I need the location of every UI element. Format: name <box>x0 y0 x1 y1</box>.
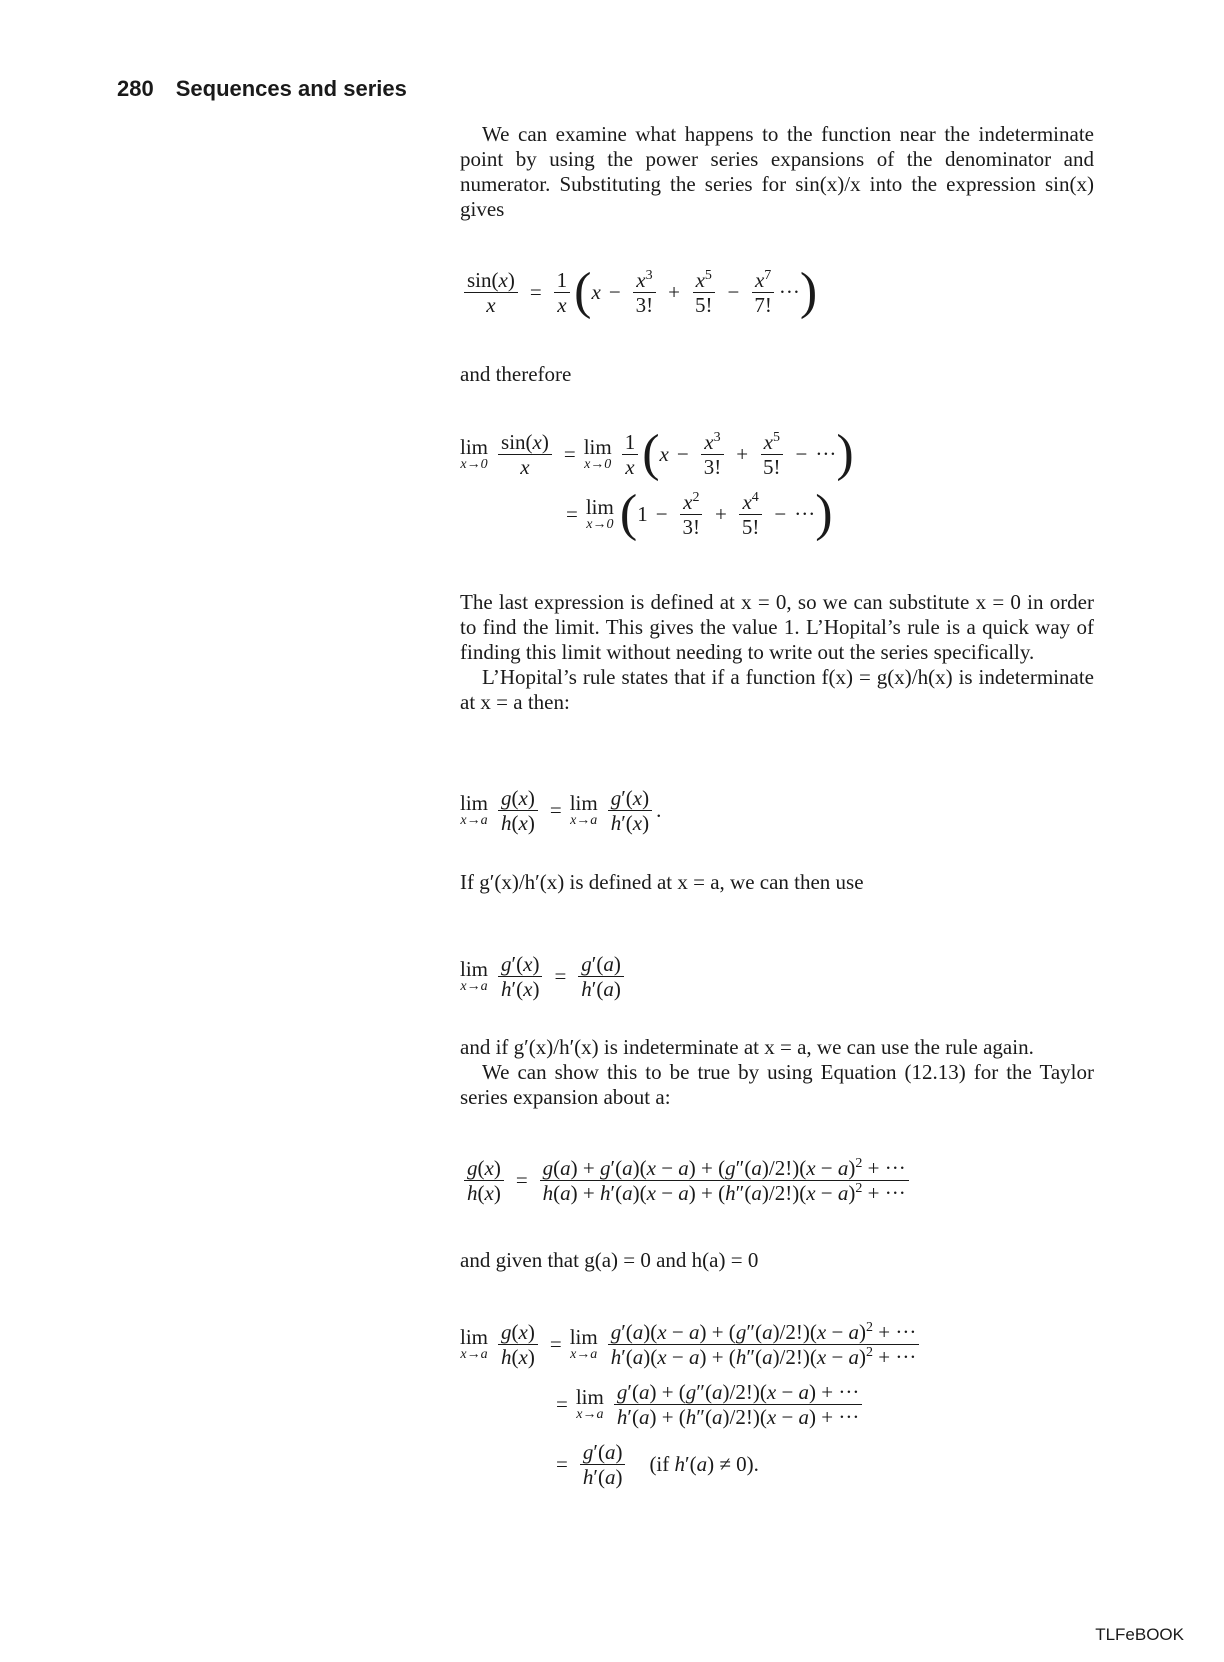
equation-6: lim x→a $\frac{g(x)}{h(x)}$ = lim x→a $\frac{g'(a)(x - a) + (g''(a)/2!)(x - a)^2 + \cdot\cdot\cdot}{h'(a)(x - a) + (h''(a)/2!)(x - a)^2 + \cdot\cdot\cdot}$ = lim x→a $\frac{g'(a) + (g''(a)/2!)(x - a) + \cdot\cdot\cdot}{h'(a) + (h''(a)/2!)(x - a) + \cdot\cdot\cdot}$ = $\frac{g'(a)}{h'(a)}$ (if h′(a) ≠ 0). <box>460 1314 923 1494</box>
paragraph-8: and given that g(a) = 0 and h(a) = 0 <box>460 1248 759 1272</box>
paragraph-5: If g′(x)/h′(x) is defined at x = a, we can then use <box>460 870 864 894</box>
chapter-title: Sequences and series <box>175 76 407 101</box>
page-number: 280 <box>117 76 154 101</box>
paragraph-7: We can show this to be true by using Equation (12.13) for the Taylor series expansion about a: <box>460 1060 1094 1109</box>
paragraph-1: We can examine what happens to the function near the indeterminate point by using the power series expansions of the denominator and numerator. Substituting the series for sin(x)/x into the expression sin(x) gives <box>460 122 1094 221</box>
paragraph-3: The last expression is defined at x = 0, so we can substitute x = 0 in order to find the limit. This gives the value 1. L’Hopital’s rule is a quick way of finding this limit without needing to write out the series specifically. <box>460 590 1094 664</box>
paragraph-6: and if g′(x)/h′(x) is indeterminate at x = a, we can use the rule again. <box>460 1035 1034 1059</box>
paragraph-4: L’Hopital’s rule states that if a function f(x) = g(x)/h(x) is indeterminate at x = a then: <box>460 665 1094 714</box>
equation-3: lim x→a $\frac{g(x)}{h(x)}$ = lim x→a $\frac{g'(x)}{h'(x)}$ . <box>460 785 662 835</box>
equation-5: $\frac{g(x)}{h(x)}$ = $\frac{g(a) + g'(a)(x - a) + (g''(a)/2!)(x - a)^2 + \cdot\cdot\cdot}{h(a) + h'(a)(x - a) + (h''(a)/2!)(x - a)^2 + \cdot\cdot\cdot}$ <box>460 1150 913 1210</box>
equation-4: lim x→a $\frac{g'(x)}{h'(x)}$ = $\frac{g'(a)}{h'(a)}$ <box>460 946 628 1006</box>
equation-1: $\frac{\sin(x)}{x}$ = $\frac{1}{x}$ ( x − $\frac{x^3}{3!}$ + $\frac{x^5}{5!}$ − $\frac{x^7}{7!}$ ··· ) <box>460 262 817 322</box>
paragraph-2: and therefore <box>460 362 572 386</box>
watermark: TLFeBOOK <box>1095 1625 1184 1644</box>
running-header <box>117 76 407 101</box>
equation-2: lim x→0 $\frac{\sin(x)}{x}$ = lim x→0 $\frac{1}{x}$ ( x − $\frac{x^3}{3!}$ + $\frac{x^5}{5!}$ − ··· ) = lim x→0 ( 1 − $\frac{x^2}{3!}$ + $\frac{x^4}{5!}$ − ··· ) <box>460 425 854 542</box>
paragraph-intro <box>460 122 1094 222</box>
